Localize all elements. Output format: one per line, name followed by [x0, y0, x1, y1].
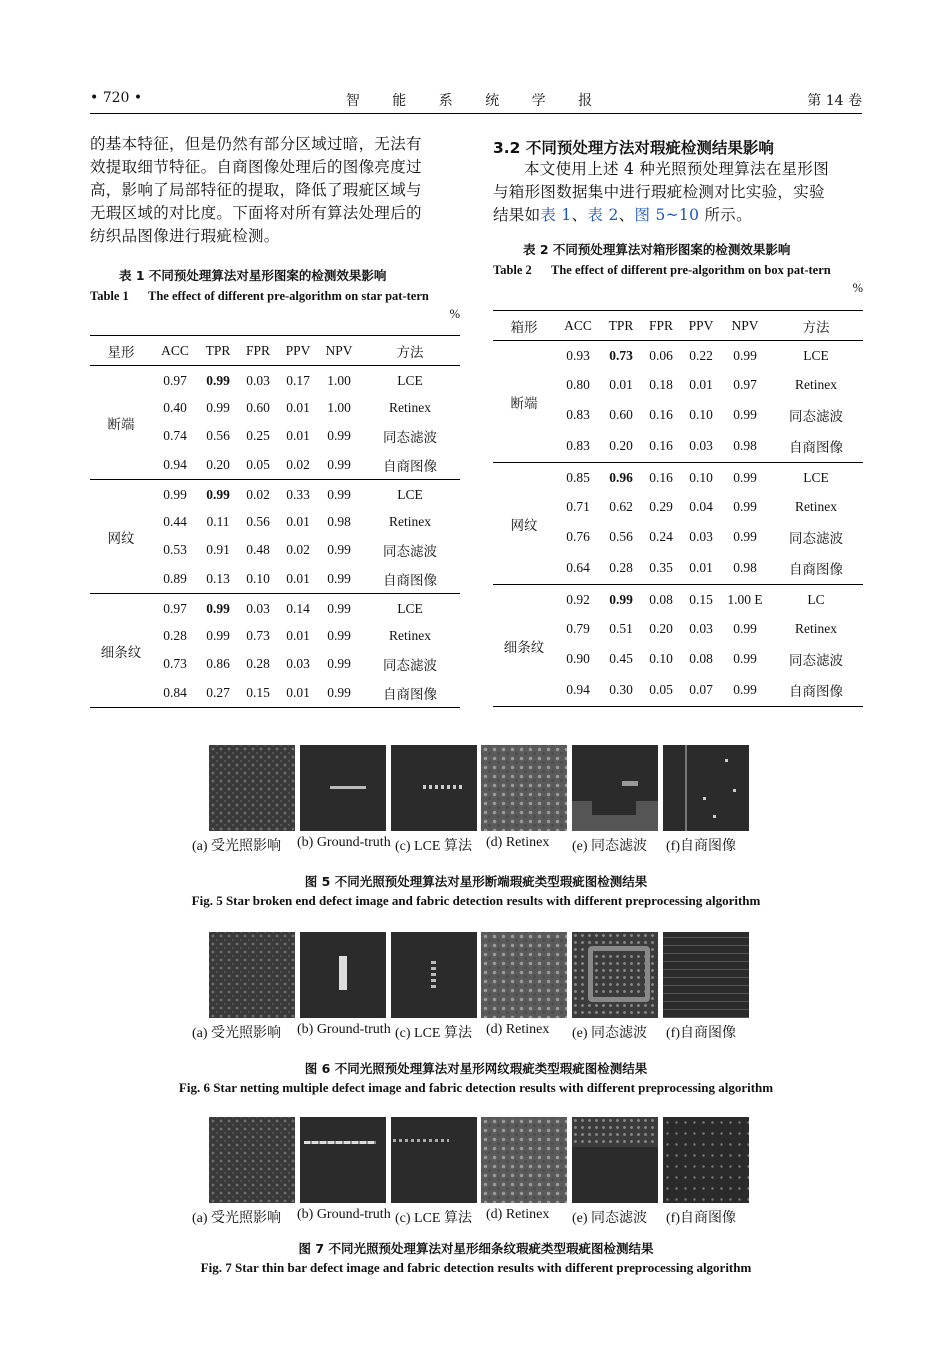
table-cell: 0.10 [689, 469, 713, 485]
table-cell: 0.03 [689, 438, 713, 454]
table1-unit: % [449, 307, 460, 321]
left-paragraph [90, 133, 465, 248]
homomorphic-result-image [572, 1117, 658, 1203]
table-cell: 0.33 [286, 486, 310, 502]
subfig-label: (e) 同态滤波 [572, 839, 648, 854]
table-cell: Retinex [795, 376, 837, 392]
table-row [493, 463, 863, 493]
table-cell: 0.16 [649, 469, 673, 485]
table-cell: 0.07 [689, 682, 713, 698]
table-cell: 0.92 [566, 591, 590, 607]
table-cell: 0.99 [327, 600, 351, 616]
table-cell: 0.99 [733, 620, 757, 636]
self-quotient-result-image [663, 932, 749, 1018]
table-cell: 自商图像 [383, 459, 437, 475]
subfig-label: (f)自商图像 [666, 1211, 736, 1226]
table-cell: 0.04 [689, 498, 713, 514]
image-strip [209, 1117, 753, 1203]
table-cell: 0.40 [163, 399, 187, 415]
table-cell: 0.51 [609, 620, 633, 636]
table-cell: 自商图像 [789, 562, 843, 578]
self-quotient-result-image [663, 745, 749, 831]
table-cell: 0.98 [733, 560, 757, 576]
input-image [209, 1117, 295, 1203]
figure-5 [0, 745, 952, 910]
table-cell: LCE [803, 469, 829, 485]
subfig-label: (b) Ground-truth [297, 1207, 391, 1222]
column-header: NPV [731, 317, 759, 333]
text-line: 纺织品图像进行瑕疵检测。 [90, 227, 280, 245]
text-line: 无瑕区域的对比度。下面将对所有算法处理后的 [90, 204, 422, 222]
table-cell: 同态滤波 [789, 652, 843, 668]
table-cell: 0.08 [649, 591, 673, 607]
table-cell: 0.20 [649, 620, 673, 636]
table-cell: 0.99 [327, 427, 351, 443]
table2-title-en: The effect of different pre-algorithm on box pat-tern [551, 263, 831, 277]
table-cell: 0.64 [566, 560, 590, 576]
table-cell: 0.99 [327, 486, 351, 502]
table2 [493, 310, 863, 707]
image-strip [209, 745, 753, 831]
table-cell: 0.35 [649, 560, 673, 576]
table-cell: 0.05 [649, 682, 673, 698]
table-cell: 0.01 [286, 685, 310, 701]
table-cell: 0.83 [566, 406, 590, 422]
column-header: 方法 [802, 319, 830, 335]
table-cell: 0.99 [327, 571, 351, 587]
subfig-label: (d) Retinex [486, 1022, 550, 1037]
table-cell: 0.20 [206, 457, 230, 473]
homomorphic-result-image [572, 745, 658, 831]
table-cell: 0.74 [163, 427, 187, 443]
table-cell: 0.84 [163, 685, 187, 701]
text-line: 与箱形图数据集中进行瑕疵检测对比实验，实验 [493, 183, 825, 201]
table1-link[interactable]: 表 1 [540, 206, 572, 224]
table-cell: 0.22 [689, 347, 713, 363]
right-paragraph [493, 158, 863, 227]
table-cell: 0.99 [733, 469, 757, 485]
table-cell: 同态滤波 [789, 408, 843, 424]
lce-result-image [391, 745, 477, 831]
table-cell: 0.99 [206, 372, 230, 388]
subfig-label: (b) Ground-truth [297, 1022, 391, 1037]
table1-label: Table 1 [90, 289, 129, 303]
table-cell: 0.99 [327, 457, 351, 473]
table-cell: 0.03 [246, 600, 270, 616]
table-cell: 0.99 [206, 627, 230, 643]
table-cell: 自商图像 [789, 684, 843, 700]
table-cell: 0.18 [649, 376, 673, 392]
table-row [493, 341, 863, 371]
column-header: 箱形 [510, 319, 538, 335]
table-cell: 0.28 [609, 560, 633, 576]
table-cell: 0.99 [206, 600, 230, 616]
table-cell: Retinex [795, 620, 837, 636]
table2-unit: % [852, 281, 863, 295]
table-cell: LCE [397, 372, 423, 388]
table-cell: 同态滤波 [383, 429, 437, 445]
retinex-result-image [481, 932, 567, 1018]
table-row [90, 594, 460, 624]
table-cell: 0.03 [286, 655, 310, 671]
table-cell: 0.01 [609, 376, 633, 392]
table-cell: 0.28 [163, 627, 187, 643]
table-cell: 0.03 [246, 372, 270, 388]
table-cell: 1.00 E [727, 591, 763, 607]
table-cell: 0.79 [566, 620, 590, 636]
figure-caption-en: Fig. 7 Star thin bar defect image and fabric detection results with different preprocessing algorithm [200, 1260, 752, 1275]
subfig-label: (f)自商图像 [666, 1026, 736, 1041]
table-cell: 0.99 [733, 650, 757, 666]
figure-caption-cn: 图 7 不同光照预处理算法对星形细条纹瑕疵类型瑕疵图检测结果 [298, 1241, 654, 1256]
table-cell: 0.94 [163, 457, 187, 473]
table-cell: 0.10 [246, 571, 270, 587]
table-cell: 0.99 [733, 528, 757, 544]
table-row [493, 585, 863, 615]
column-header: PPV [688, 317, 714, 333]
table-cell: 0.86 [206, 655, 230, 671]
table-cell: Retinex [389, 627, 431, 643]
ground-truth-image [300, 1117, 386, 1203]
journal-name: 智 能 系 统 学 报 [345, 93, 607, 109]
text-line [493, 204, 863, 227]
table-cell: 0.24 [649, 528, 673, 544]
table-cell: 0.02 [246, 486, 270, 502]
header-rule [90, 113, 862, 114]
ground-truth-image [300, 932, 386, 1018]
figure-caption-en: Fig. 6 Star netting multiple defect image and fabric detection results with different preprocessing algorithm [178, 1080, 774, 1095]
table-cell: 0.99 [327, 685, 351, 701]
figure-caption-cn: 图 6 不同光照预处理算法对星形网纹瑕疵类型瑕疵图检测结果 [304, 1061, 648, 1076]
table-cell: 0.93 [566, 347, 590, 363]
group-label: 细条纹 [503, 639, 545, 655]
table-cell: 0.71 [566, 498, 590, 514]
table2-caption-en [493, 262, 863, 296]
table-cell: 0.83 [566, 438, 590, 454]
table-cell: 0.17 [286, 372, 310, 388]
table-cell: 0.10 [649, 650, 673, 666]
text-line: 效提取细节特征。自商图像处理后的图像亮度过 [90, 158, 422, 176]
table-cell: 0.97 [163, 372, 187, 388]
group-label: 断端 [510, 395, 538, 411]
table-cell: 同态滤波 [383, 657, 437, 673]
table-cell: 0.16 [649, 406, 673, 422]
volume-label: 第 14 卷 [807, 93, 862, 109]
table-cell: 0.96 [609, 469, 633, 485]
image-strip [209, 932, 753, 1018]
table-cell: 0.01 [286, 427, 310, 443]
table-cell: 0.99 [609, 591, 633, 607]
table-cell: 0.28 [246, 655, 270, 671]
lce-result-image [391, 1117, 477, 1203]
figure-link[interactable]: 图 5~10 [634, 206, 700, 224]
table-cell: 0.90 [566, 650, 590, 666]
table-cell: 0.98 [733, 438, 757, 454]
column-header: TPR [608, 317, 634, 333]
table-cell: 1.00 [327, 399, 351, 415]
text-run: 所示。 [699, 206, 752, 224]
group-label: 细条纹 [100, 644, 142, 660]
table-cell: 0.08 [689, 650, 713, 666]
input-image [209, 745, 295, 831]
subfig-label: (e) 同态滤波 [572, 1026, 648, 1041]
table-cell: 0.48 [246, 541, 270, 557]
column-header: PPV [285, 342, 311, 358]
table-cell: 0.99 [163, 486, 187, 502]
subfig-label: (c) LCE 算法 [395, 839, 472, 854]
page-number: • 720 • [90, 90, 143, 106]
column-header: 方法 [396, 344, 424, 360]
table-cell: 0.03 [689, 528, 713, 544]
group-label: 断端 [107, 416, 135, 432]
table-cell: 0.99 [733, 347, 757, 363]
table-cell: 0.02 [286, 457, 310, 473]
homomorphic-result-image [572, 932, 658, 1018]
text-run: 、 [571, 206, 588, 224]
table-cell: 0.14 [286, 600, 310, 616]
table-cell: 0.98 [327, 513, 351, 529]
table-cell: 0.16 [649, 438, 673, 454]
table-cell: 0.53 [163, 541, 187, 557]
table-cell: 0.73 [609, 347, 633, 363]
table-cell: 1.00 [327, 372, 351, 388]
figure-caption-en: Fig. 5 Star broken end defect image and fabric detection results with different preprocessing algorithm [191, 893, 761, 908]
table-cell: 0.29 [649, 498, 673, 514]
retinex-result-image [481, 745, 567, 831]
table2-caption-cn: 表 2 不同预处理算法对箱形图案的检测效果影响 [523, 242, 791, 257]
text-line: 高，影响了局部特征的提取，降低了瑕疵区域与 [90, 181, 422, 199]
retinex-result-image [481, 1117, 567, 1203]
subfig-label: (d) Retinex [486, 1207, 550, 1222]
subfig-label: (a) 受光照影响 [192, 839, 282, 854]
table-cell: 0.27 [206, 685, 230, 701]
table1-caption-cn: 表 1 不同预处理算法对星形图案的检测效果影响 [119, 268, 387, 283]
figure-caption-cn: 图 5 不同光照预处理算法对星形断端瑕疵类型瑕疵图检测结果 [304, 874, 648, 889]
table-cell: LCE [397, 600, 423, 616]
table-cell: 0.80 [566, 376, 590, 392]
table-cell: 0.60 [246, 399, 270, 415]
table-cell: 0.94 [566, 682, 590, 698]
table-cell: 自商图像 [789, 440, 843, 456]
table-cell: 0.30 [609, 682, 633, 698]
text-run: 、 [618, 206, 635, 224]
subfig-label: (c) LCE 算法 [395, 1026, 472, 1041]
column-header: 星形 [107, 344, 135, 360]
table-cell: 0.62 [609, 498, 633, 514]
input-image [209, 932, 295, 1018]
table-cell: 0.76 [566, 528, 590, 544]
table-cell: 0.01 [689, 560, 713, 576]
table-cell: 0.10 [689, 406, 713, 422]
table-cell: 自商图像 [383, 687, 437, 703]
table-cell: 0.06 [649, 347, 673, 363]
table-cell: 0.25 [246, 427, 270, 443]
table-cell: 0.02 [286, 541, 310, 557]
table-cell: 0.01 [286, 571, 310, 587]
table1 [90, 335, 460, 708]
table2-label: Table 2 [493, 263, 532, 277]
text-line: 本文使用上述 4 种光照预处理算法在星形图 [524, 160, 830, 178]
table-cell: 0.73 [163, 655, 187, 671]
table-cell: 0.03 [689, 620, 713, 636]
table-row [90, 480, 460, 510]
subfig-label: (e) 同态滤波 [572, 1211, 648, 1226]
table-cell: 0.20 [609, 438, 633, 454]
table-cell: 0.60 [609, 406, 633, 422]
table2-link[interactable]: 表 2 [587, 206, 619, 224]
table-cell: 0.99 [327, 655, 351, 671]
subfig-label: (d) Retinex [486, 835, 550, 850]
table-cell: 0.13 [206, 571, 230, 587]
column-header: ACC [161, 342, 189, 358]
column-header: TPR [205, 342, 231, 358]
table-cell: 0.97 [733, 376, 757, 392]
table-cell: LC [807, 591, 825, 607]
table-cell: 0.91 [206, 541, 230, 557]
table-row [90, 366, 460, 396]
table-cell: 0.99 [733, 682, 757, 698]
table-cell: 0.56 [206, 427, 230, 443]
lce-result-image [391, 932, 477, 1018]
table-cell: 0.85 [566, 469, 590, 485]
table-cell: 0.99 [206, 486, 230, 502]
column-header: ACC [564, 317, 592, 333]
column-header: FPR [648, 317, 674, 333]
column-header: NPV [325, 342, 353, 358]
text-line: 的基本特征，但是仍然有部分区域过暗，无法有 [90, 135, 422, 153]
table-cell: 0.45 [609, 650, 633, 666]
subfig-label: (b) Ground-truth [297, 835, 391, 850]
table-cell: 同态滤波 [789, 530, 843, 546]
table-cell: 0.01 [286, 399, 310, 415]
table-cell: Retinex [389, 513, 431, 529]
table-cell: LCE [803, 347, 829, 363]
table-cell: LCE [397, 486, 423, 502]
figure-7 [0, 1117, 952, 1282]
table-cell: 0.11 [206, 513, 230, 529]
table-cell: 0.99 [206, 399, 230, 415]
table-cell: 0.44 [163, 513, 187, 529]
self-quotient-result-image [663, 1117, 749, 1203]
table-cell: 0.56 [609, 528, 633, 544]
table-cell: 0.56 [246, 513, 270, 529]
figure-6 [0, 932, 952, 1097]
subfig-label: (a) 受光照影响 [192, 1026, 282, 1041]
table-cell: 0.99 [327, 627, 351, 643]
subfig-label: (f)自商图像 [666, 839, 736, 854]
table-cell: 0.15 [689, 591, 713, 607]
running-header [90, 90, 862, 112]
table-cell: 0.01 [286, 513, 310, 529]
table-cell: 0.99 [327, 541, 351, 557]
table-cell: 0.15 [246, 685, 270, 701]
table-cell: 0.89 [163, 571, 187, 587]
table-cell: 0.97 [163, 600, 187, 616]
table1-title-en: The effect of different pre-algorithm on star pat-tern [148, 289, 429, 303]
group-label: 网纹 [107, 530, 135, 546]
table-cell: 0.99 [733, 498, 757, 514]
subfig-label: (c) LCE 算法 [395, 1211, 472, 1226]
group-label: 网纹 [510, 517, 538, 533]
table-cell: 0.01 [286, 627, 310, 643]
ground-truth-image [300, 745, 386, 831]
table-cell: 同态滤波 [383, 543, 437, 559]
section-title: 3.2 不同预处理方法对瑕疵检测结果影响 [493, 139, 774, 157]
column-header: FPR [245, 342, 271, 358]
table-cell: 0.01 [689, 376, 713, 392]
subfig-label: (a) 受光照影响 [192, 1211, 282, 1226]
table-cell: 自商图像 [383, 573, 437, 589]
text-run: 结果如 [493, 206, 541, 224]
table1-caption-en [90, 288, 460, 322]
table-cell: 0.99 [733, 406, 757, 422]
table-cell: Retinex [795, 498, 837, 514]
table-cell: Retinex [389, 399, 431, 415]
table-cell: 0.73 [246, 627, 270, 643]
table-cell: 0.05 [246, 457, 270, 473]
